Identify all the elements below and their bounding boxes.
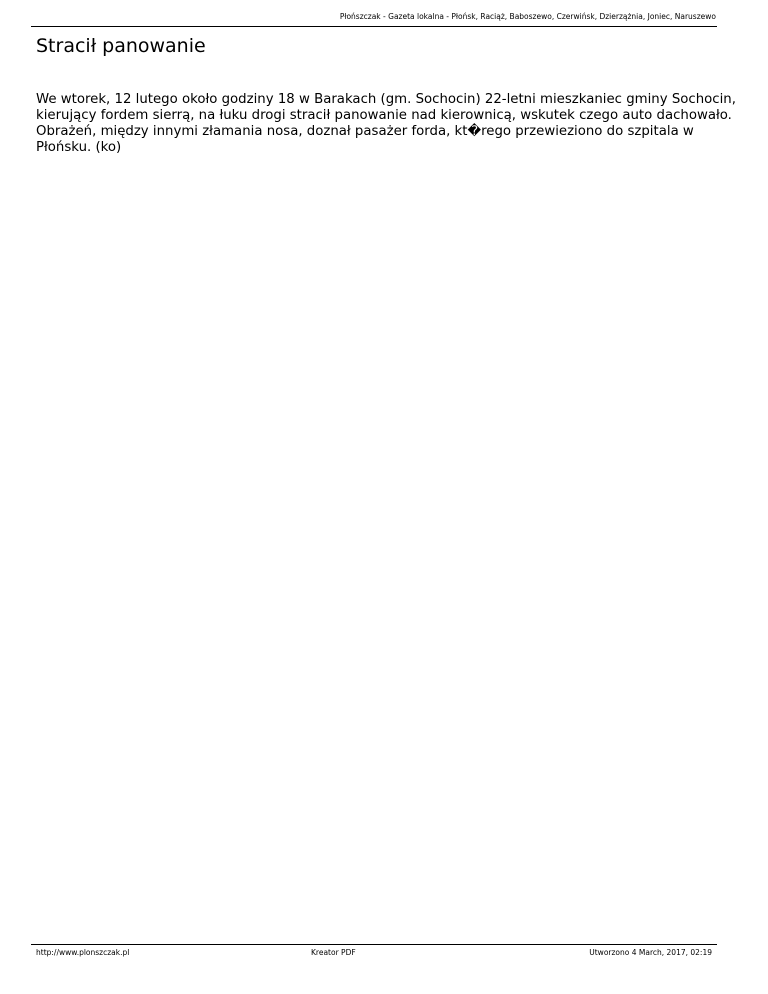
footer-divider [31, 944, 717, 945]
page-footer [36, 948, 712, 958]
header-divider [31, 26, 717, 27]
article-title: Stracił panowanie [36, 35, 206, 57]
footer-generator: Kreator PDF [311, 948, 356, 957]
page-header: Płońszczak - Gazeta lokalna - Płońsk, Raciąż, Baboszewo, Czerwińsk, Dzierzążnia, Joniec, Naruszewo [339, 12, 716, 21]
article-body: We wtorek, 12 lutego około godziny 18 w Barakach (gm. Sochocin) 22-letni mieszkaniec gminy Sochocin, kierujący fordem sierrą, na łuku drogi stracił panowanie nad kierownicą, wskutek czego auto dachowało. Obrażeń, między innymi złamania nosa, doznał pasażer forda, kt�rego przewieziono do szpitala w Płońsku. (ko) [36, 92, 736, 155]
footer-created-date: Utworzono 4 March, 2017, 02:19 [589, 948, 712, 957]
footer-url: http://www.plonszczak.pl [36, 948, 130, 957]
